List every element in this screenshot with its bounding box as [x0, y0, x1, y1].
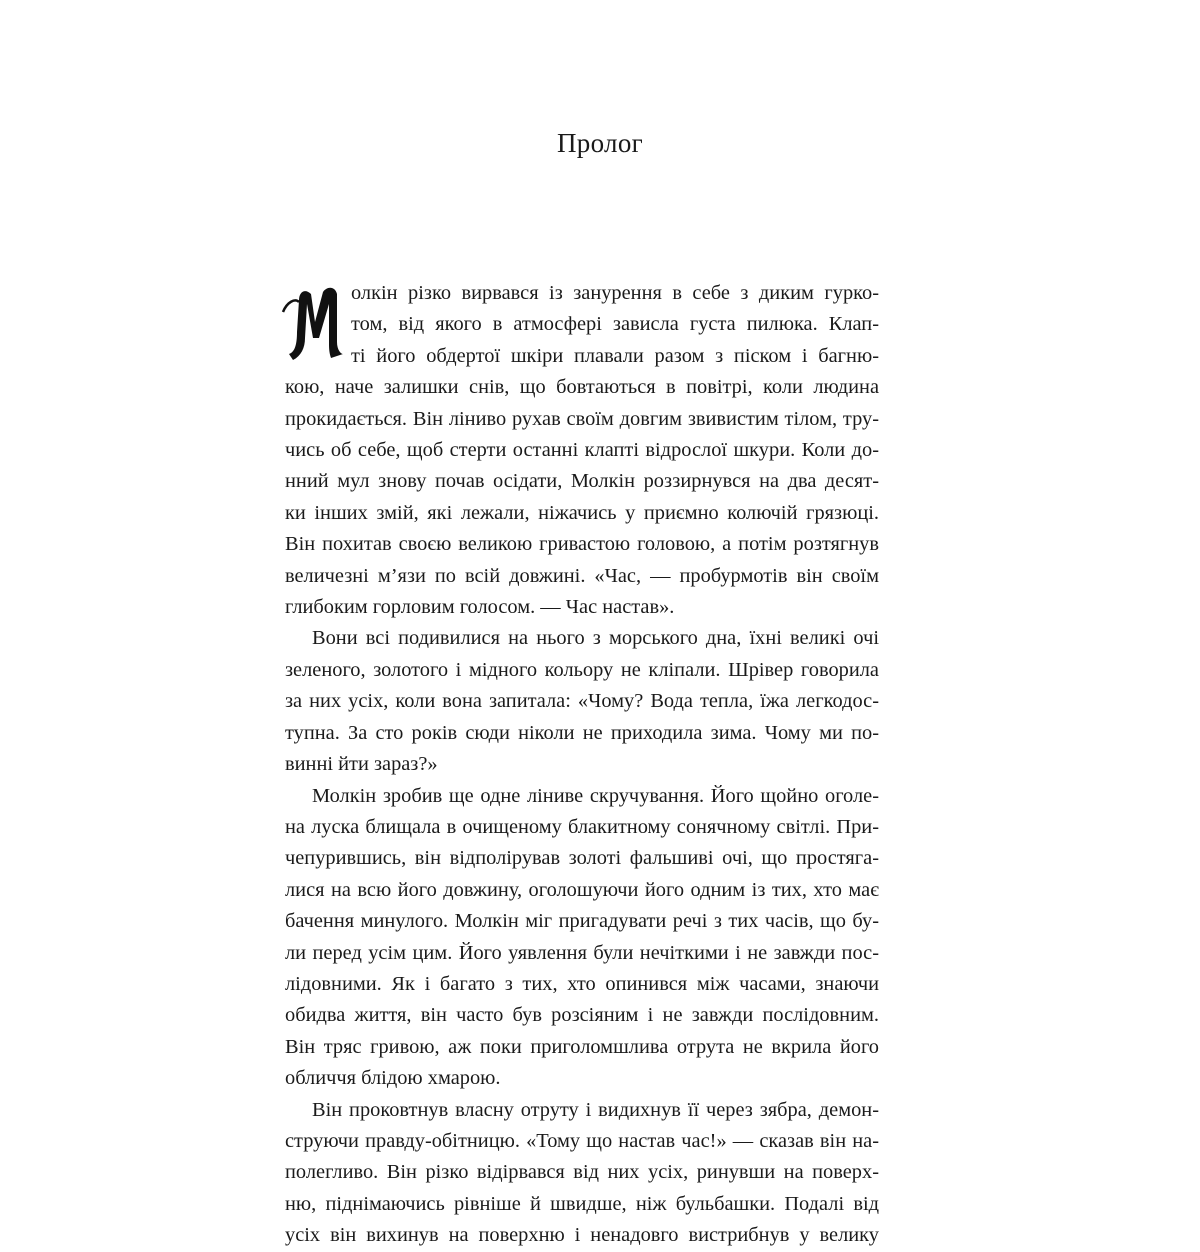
text-line: кою, наче залишки снів, що бовтаються в повітрі, коли людина: [285, 376, 879, 399]
text-line: олкін різко вирвався із занурення в себе з диким гурко-: [351, 282, 879, 304]
paragraph-4: [285, 1095, 879, 1252]
text-line: том, від якого в атмосфері зависла густа пилюка. Клап-: [351, 313, 879, 336]
text-line: на луска блищала в очищеному блакитному сонячному світлі. При-: [285, 815, 879, 838]
drop-cap: [281, 282, 345, 362]
text-line: обидва життя, він часто був розсіяним і не завжди послідовним.: [285, 1004, 879, 1027]
text-line: прокидається. Він ліниво рухав своїм довгим звивистим тілом, тру-: [285, 407, 879, 430]
text-line: полегливо. Він різко відірвався від них усіх, ринувши на поверх-: [285, 1161, 879, 1184]
text-line: ню, піднімаючись рівніше й швидше, ніж бульбашки. Подалі від: [285, 1192, 879, 1215]
drop-cap-ornament-icon: [281, 282, 345, 362]
text-line: лідовними. Як і багато з тих, хто опинився між часами, знаючи: [285, 972, 879, 995]
text-line: Він тряс гривою, аж поки приголомшлива отрута не вкрила його: [285, 1035, 879, 1058]
text-line: Він проковтнув власну отруту і видихнув її через зябра, демон-: [312, 1098, 879, 1121]
chapter-title: Пролог: [557, 128, 643, 158]
text-line: ли перед усім цим. Його уявлення були нечіткими і не завжди пос-: [285, 941, 879, 964]
text-line: усіх він вихинув на поверхню і ненадовго вистрибнув у велику: [285, 1224, 879, 1247]
chapter-body: [285, 278, 879, 1252]
text-line: Вони всі подивилися на нього з морського дна, їхні великі очі: [312, 627, 879, 650]
text-line: обличчя блідою хмарою.: [285, 1067, 501, 1090]
text-line: ки інших змій, які лежали, ніжачись у приємно колючій грязюці.: [285, 501, 879, 524]
text-line: глибоким горловим голосом. — Час настав».: [285, 596, 675, 619]
text-line: Молкін зробив ще одне ліниве скручування. Його щойно оголе-: [312, 784, 879, 807]
text-line: бачення минулого. Молкін міг пригадувати речі з тих часів, що бу-: [285, 910, 879, 933]
text-line: лися на всю його довжину, оголошуючи його одним із тих, хто має: [285, 878, 879, 901]
text-line: чепурившись, він відполірував золоті фальшиві очі, що простяга-: [285, 847, 879, 870]
paragraph-1: [285, 278, 879, 623]
text-line: струючи правду-обітницю. «Тому що настав час!» — сказав він на-: [285, 1129, 879, 1152]
text-line: зеленого, золотого і мідного кольору не кліпали. Шрівер говорила: [285, 658, 879, 681]
text-line: ті його обдертої шкіри плавали разом з піском і багню-: [351, 344, 879, 367]
text-line: чись об себе, щоб стерти останні клапті відрослої шкури. Коли до-: [285, 439, 879, 462]
text-line: за них усіх, коли вона запитала: «Чому? Вода тепла, їжа легкодос-: [285, 690, 879, 713]
paragraph-3: [285, 781, 879, 1095]
text-line: нний мул знову почав осідати, Молкін роззирнувся на два десят-: [285, 470, 879, 493]
paragraph-2: [285, 623, 879, 780]
text-line: величезні м’язи по всій довжині. «Час, — пробурмотів він своїм: [285, 564, 879, 587]
text-line: винні йти зараз?»: [285, 753, 438, 776]
text-line: Він похитав своєю великою гривастою головою, а потім розтягнув: [285, 533, 879, 556]
text-line: тупна. За сто років сюди ніколи не приходила зима. Чому ми по-: [285, 721, 879, 744]
